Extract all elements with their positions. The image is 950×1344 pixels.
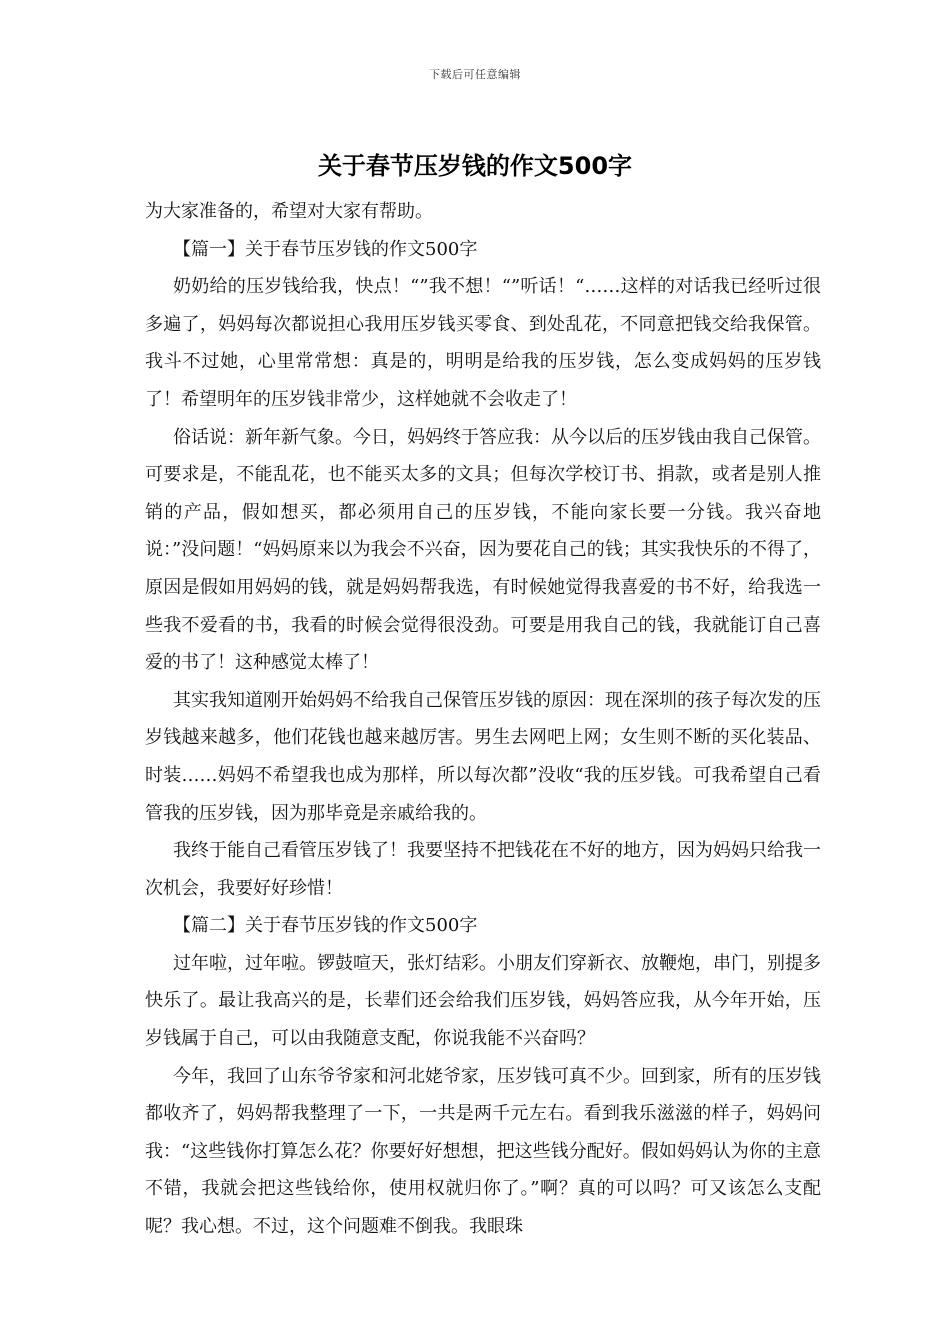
body-paragraph: 过年啦，过年啦。锣鼓喧天，张灯结彩。小朋友们穿新衣、放鞭炮，串门，别提多快乐了。最让我高兴的是，长辈们还会给我们压岁钱，妈妈答应我，从今年开始，压岁钱属于自己，可以由我随意支配，你说我能不兴奋吗？ [145,952,821,1050]
body-paragraph: 俗话说：新年新气象。今日，妈妈终于答应我：从今以后的压岁钱由我自己保管。可要求是，不能乱花，也不能买太多的文具；但每次学校订书、捐款，或者是别人推销的产品，假如想买，都必须用自己的压岁钱，不能向家长要一分钱。我兴奋地说：”没问题！“妈妈原来以为我会不兴奋，因为要花自己的钱；其实我快乐的不得了，原因是假如用妈妈的钱，就是妈妈帮我选，有时候她觉得我喜爱的书不好，给我选一些我不爱看的书，我看的时候会觉得很没劲。可要是用我自己的钱，我就能订自己喜爱的书了！这种感觉太棒了！ [145,426,821,674]
header-note: 下载后可任意编辑 [429,68,521,81]
section-heading-1: 【篇一】关于春节压岁钱的作文500字 [173,238,478,260]
intro-paragraph: 为大家准备的，希望对大家有帮助。 [145,201,433,222]
body-paragraph: 其实我知道刚开始妈妈不给我自己保管压岁钱的原因：现在深圳的孩子每次发的压岁钱越来越多，他们花钱也越来越厉害。男生去网吧上网；女生则不断的买化装品、时装……妈妈不希望我也成为那样，所以每次都”没收“我的压岁钱。可我希望自己看管我的压岁钱，因为那毕竟是亲戚给我的。 [145,689,821,824]
document-title: 关于春节压岁钱的作文500字 [317,152,633,180]
body-paragraph: 我终于能自己看管压岁钱了！我要坚持不把钱花在不好的地方，因为妈妈只给我一次机会，我要好好珍惜！ [145,840,821,899]
document-body [145,193,821,1246]
body-paragraph: 奶奶给的压岁钱给我，快点！“”我不想！“”听话！“……这样的对话我已经听过很多遍了，妈妈每次都说担心我用压岁钱买零食、到处乱花，不同意把钱交给我保管。我斗不过她，心里常常想：真是的，明明是给我的压岁钱，怎么变成妈妈的压岁钱了！希望明年的压岁钱非常少，这样她就不会收走了！ [145,276,821,410]
body-paragraph: 今年，我回了山东爷爷家和河北姥爷家，压岁钱可真不少。回到家，所有的压岁钱都收齐了，妈妈帮我整理了一下，一共是两千元左右。看到我乐滋滋的样子，妈妈问我：“这些钱你打算怎么花？你要好好想想，把这些钱分配好。假如妈妈认为你的主意不错，我就会把这些钱给你，使用权就归你了。”啊？真的可以吗？可又该怎么支配呢？我心想。不过，这个问题难不倒我。我眼珠 [145,1065,821,1238]
section-heading-2: 【篇二】关于春节压岁钱的作文500字 [173,915,478,937]
